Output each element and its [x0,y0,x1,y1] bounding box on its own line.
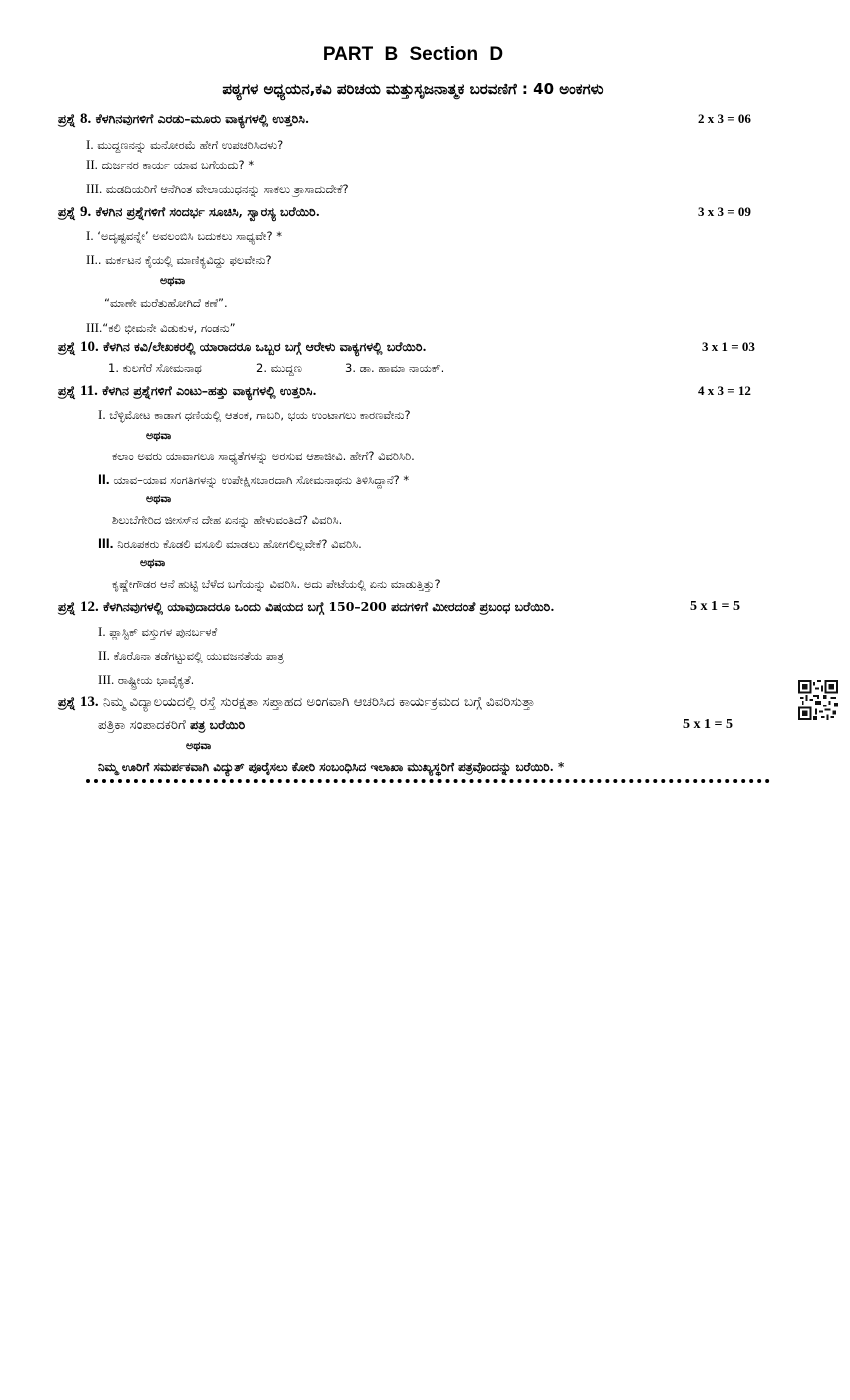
section-subtitle: ಪಠ್ಯಗಳ ಅಧ್ಯಯನ,ಕವಿ ಪರಿಚಯ ಮತ್ತುಸೃಜನಾತ್ಮಕ ಬರವಣಿಗೆ : 40 ಅಂಕಗಳು [222,80,604,98]
question-11-marks: 4 x 3 = 12 [698,383,751,398]
question-10-option-1: 1. ಕುಲಗೆರೆ ಸೋಮನಾಥ [108,361,202,375]
question-11-item-1: I. ಬೆಳ್ಳಿಮೋಟ ಕಾಡಾಗ ಧಣಿಯಲ್ಲಿ ಆತಂಕ, ಗಾಬರಿ, ಭಯ ಉಂಟಾಗಲು ಕಾರಣವೇನು? [98,407,411,422]
question-8-item-3: III. ಮಡದಿಯರಿಗೆ ಆನೆಗಿಂತ ವೇಲಾಯುಧನನ್ನು ಸಾಕಲು ತ್ರಾಸಾದುದೇಕೆ? [86,181,349,196]
question-prefix: ಪ್ರಶ್ನೆ [58,111,76,126]
question-9-alternative: “ಮಾಣೇ ಮರೆತುಹೋಗಿದೆ ಕಣೆ”. [104,296,228,310]
question-8-marks: 2 x 3 = 06 [698,111,751,126]
or-label: ಅಥವಾ [160,274,186,287]
question-text: ಕೆಳಗಿನ ಪ್ರಶ್ನೆಗಳಿಗೆ ಎಂಟು–ಹತ್ತು ವಾಕ್ಯಗಳಲ್ಲಿ ಉತ್ತರಿಸಿ. [102,383,317,398]
dotted-separator [86,779,770,783]
question-prefix: ಪ್ರಶ್ನೆ [58,339,76,354]
question-10 [58,339,427,356]
question-number: 10. [79,339,99,355]
question-number: 11. [79,383,98,399]
question-12-item-3: III. ರಾಷ್ಟ್ರೀಯ ಭಾವೈಕ್ಯತೆ. [98,672,195,687]
question-prefix: ಪ್ರಶ್ನೆ [58,204,76,219]
question-11 [58,383,317,400]
question-number: 12. [79,599,99,615]
question-9 [58,204,320,221]
question-prefix: ಪ್ರಶ್ನೆ [58,599,76,614]
question-prefix: ಪ್ರಶ್ನೆ [58,383,76,398]
question-9-item-2: II.. ಮರ್ಕಟನ ಕೈಯಲ್ಲಿ ಮಾಣಿಕ್ಯವಿದ್ದು ಫಲವೇನು? [86,252,272,267]
question-12 [58,599,555,616]
question-9-marks: 3 x 3 = 09 [698,204,751,219]
question-13-line-2: ಪತ್ರಿಕಾ ಸಂಪಾದಕರಿಗೆ ಪತ್ರ ಬರೆಯಿರಿ [98,717,246,733]
question-text: ಕೆಳಗಿನವುಗಳಿಗೆ ಎರಡು–ಮೂರು ವಾಕ್ಯಗಳಲ್ಲಿ ಉತ್ತರಿಸಿ. [95,111,310,126]
question-10-option-2: 2. ಮುದ್ದಣ [256,361,302,375]
question-13 [58,694,535,711]
question-9-item-1: I. ‘ಅದೃಷ್ಟವನ್ನೇ’ ಅವಲಂಬಿಸಿ ಬದುಕಲು ಸಾಧ್ಯವೇ? * [86,228,282,243]
question-11-item-3: III. ನಿರೂಪಕರು ಕೊಡಲಿ ವಸೂಲಿ ಮಾಡಲು ಹೋಗಲಿಲ್ಲವೇಕೆ? ವಿವರಿಸಿ. [98,535,362,551]
question-text: ಕೆಳಗಿನ ಕವಿ/ಲೇಖಕರಲ್ಲಿ ಯಾರಾದರೂ ಒಬ್ಬರ ಬಗ್ಗೆ ಆರೇಳು ವಾಕ್ಯಗಳಲ್ಲಿ ಬರೆಯಿರಿ. [103,339,427,354]
question-number: 9. [79,204,92,220]
question-prefix: ಪ್ರಶ್ನೆ [58,694,76,709]
question-11-alternative-2: ಶಿಲುಬೆಗೇರಿದ ಜೀಸಸ್‌ನ ದೇಹ ಏನನ್ನು ಹೇಳುವಂತಿದೆ? ವಿವರಿಸಿ. [112,513,343,527]
or-label: ಅಥವಾ [146,429,172,442]
question-text: ನಿಮ್ಮ ವಿದ್ಯಾಲಯದಲ್ಲಿ ರಸ್ತೆ ಸುರಕ್ಷತಾ ಸಪ್ತಾಹದ ಅಂಗವಾಗಿ ಆಚರಿಸಿದ ಕಾರ್ಯಕ್ರಮದ ಬಗ್ಗೆ ವಿವರಿಸುತ್ತಾ [102,694,536,710]
or-label: ಅಥವಾ [186,739,212,752]
qr-code-icon [798,680,838,724]
question-13-marks: 5 x 1 = 5 [683,717,733,732]
question-11-alternative-1: ಕಲಾಂ ಅವರು ಯಾವಾಗಲೂ ಸಾಧ್ಯತೆಗಳನ್ನು ಅರಸುವ ಆಶಾಜೀವಿ. ಹೇಗೆ? ವಿವರಿಸಿರಿ. [112,449,415,463]
question-12-item-1: I. ಪ್ಲಾಸ್ಟಿಕ್ ವಸ್ತುಗಳ ಪುನರ್ಬಳಕೆ [98,624,218,639]
question-8-item-2: II. ದುರ್ಜನರ ಕಾರ್ಯ ಯಾವ ಬಗೆಯದು? * [86,157,255,172]
question-11-item-2: II. ಯಾವ–ಯಾವ ಸಂಗತಿಗಳನ್ನು ಉಪೇಕ್ಷಿಸಬಾರದಾಗಿ ಸೋಮನಾಥನು ತಿಳಿಸಿದ್ದಾನೆ? * [98,471,410,487]
or-label: ಅಥವಾ [140,556,166,569]
question-13-alternative: ನಿಮ್ಮ ಊರಿಗೆ ಸಮರ್ಪಕವಾಗಿ ವಿದ್ಯುತ್ ಪೂರೈಸಲು ಕೋರಿ ಸಂಬಂಧಿಸಿದ ಇಲಾಖಾ ಮುಖ್ಯಸ್ಥರಿಗೆ ಪತ್ರವೊಂದನ್ನು ಬರೆಯಿರಿ. * [98,760,565,774]
question-12-item-2: II. ಕೊರೊನಾ ತಡೆಗಟ್ಟುವಲ್ಲಿ ಯುವಜನತೆಯ ಪಾತ್ರ [98,648,285,663]
question-number: 8. [79,111,92,127]
question-number: 13. [79,694,99,710]
page-title: PART B Section D [322,44,504,65]
question-9-item-3: III.“ಕಲಿ ಭೀಮನೇ ವಿಡುಕುಳ, ಗಂಡನು” [86,320,236,335]
or-label: ಅಥವಾ [146,492,172,505]
question-text: ಕೆಳಗಿನವುಗಳಲ್ಲಿ ಯಾವುದಾದರೂ ಒಂದು ವಿಷಯದ ಬಗ್ಗೆ 150–200 ಪದಗಳಿಗೆ ಮೀರದಂತೆ ಪ್ರಬಂಧ ಬರೆಯಿರಿ. [103,599,555,614]
question-text: ಕೆಳಗಿನ ಪ್ರಶ್ನೆಗಳಿಗೆ ಸಂದರ್ಭ ಸೂಚಿಸಿ, ಸ್ವಾರಸ್ಯ ಬರೆಯಿರಿ. [95,204,320,219]
question-8-item-1: I. ಮುದ್ದಣನನ್ನು ಮನೋರಮೆ ಹೇಗೆ ಉಪಚರಿಸಿದಳು? [86,137,284,152]
question-10-marks: 3 x 1 = 03 [702,339,755,354]
question-10-option-3: 3. ಡಾ. ಹಾಮಾ ನಾಯಕ್. [345,361,445,375]
question-8 [58,111,309,128]
question-12-marks: 5 x 1 = 5 [690,599,740,614]
question-11-alternative-3: ಕೃಷ್ಣೇಗೌಡರ ಆನೆ ಹುಟ್ಟಿ ಬೆಳೆದ ಬಗೆಯನ್ನು ವಿವರಿಸಿ. ಅದು ಪೇಟೆಯಲ್ಲಿ ಏನು ಮಾಡುತ್ತಿತ್ತು? [112,577,441,591]
